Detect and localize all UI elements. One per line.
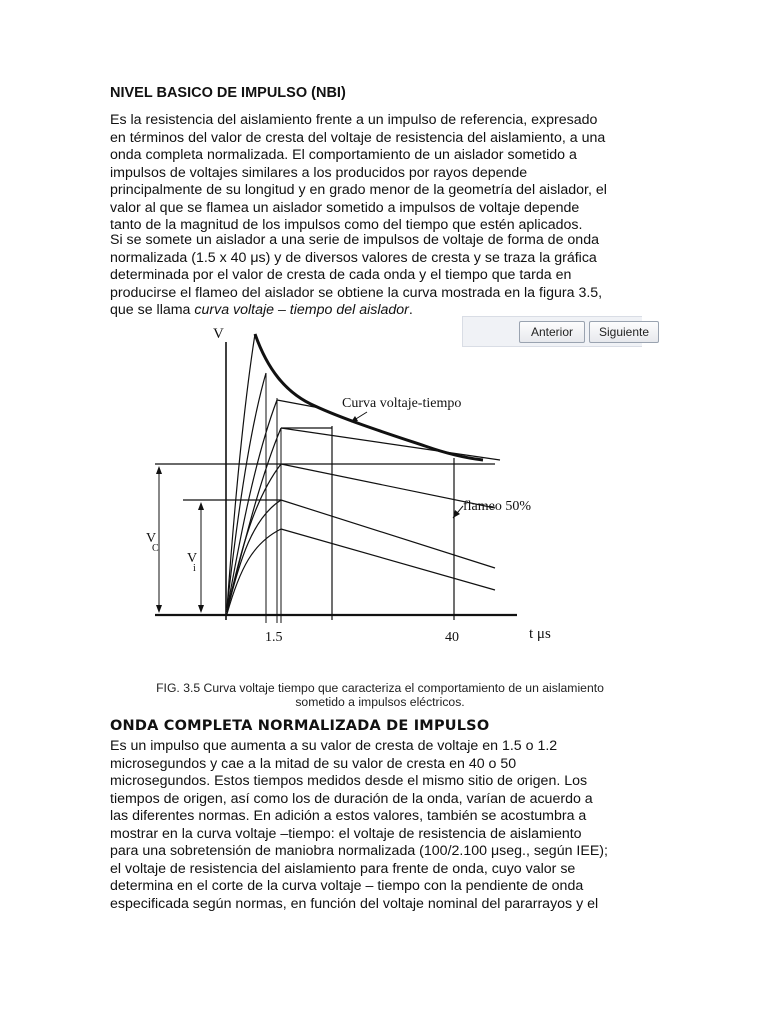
text-line: microsegundos. Estos tiempos medidos desde el mismo sitio de origen. Los xyxy=(110,773,588,789)
next-button[interactable]: Siguiente xyxy=(589,321,659,343)
navigation-bar xyxy=(462,316,650,347)
caption-line: sometido a impulsos eléctricos. xyxy=(295,695,465,709)
vc-label: V xyxy=(146,531,157,546)
text-fragment: . xyxy=(408,302,413,318)
text-line: Si se somete un aislador a una serie de impulsos de voltaje de forma de onda xyxy=(110,232,599,248)
text-line: onda completa normalizada. El comportamiento de un aislador sometido a xyxy=(110,147,577,163)
section-title-impulse-wave: ONDA COMPLETA NORMALIZADA DE IMPULSO xyxy=(110,718,490,734)
text-line: mostrar en la curva voltaje –tiempo: el voltaje de resistencia de aislamiento xyxy=(110,825,582,842)
wavefront-curve xyxy=(227,373,266,608)
tick-label-1-5: 1.5 xyxy=(265,630,283,645)
caption-line: FIG. 3.5 Curva voltaje tiempo que caracteriza el comportamiento de un aislamiento xyxy=(156,681,604,695)
wave-tail xyxy=(281,428,500,460)
wavefront-curve xyxy=(227,500,281,612)
text-line: principalmente de su longitud y en grado menor de la geometría del aislador, el xyxy=(110,182,607,198)
vi-label: V xyxy=(187,551,198,566)
text-fragment: que se llama xyxy=(110,302,195,318)
text-line: las diferentes normas. En adición a estos valores, también se acostumbra a xyxy=(110,808,587,824)
flash-label: flameo 50% xyxy=(463,499,532,514)
paragraph-nbi-definition xyxy=(110,112,655,235)
wave-tail xyxy=(281,529,495,590)
tick-label-40: 40 xyxy=(445,630,459,645)
text-line: tanto de la magnitud de los impulsos como del tiempo que estén aplicados. xyxy=(110,217,583,233)
figure-voltage-time-curve xyxy=(145,318,645,658)
text-line: impulsos de voltajes similares a los producidos por rayos depende xyxy=(110,164,528,181)
text-line: Es la resistencia del aislamiento frente a un impulso de referencia, expresado xyxy=(110,112,598,128)
text-line: producirse el flameo del aislador se obtiene la curva mostrada en la figura 3.5, xyxy=(110,284,603,301)
text-line: para una sobretensión de maniobra normalizada (100/2.100 μseg., según IEE); xyxy=(110,843,608,859)
voltage-time-diagram xyxy=(145,318,645,658)
vi-subscript: i xyxy=(193,563,196,574)
text-line: Es un impulso que aumenta a su valor de cresta de voltaje en 1.5 o 1.2 xyxy=(110,738,558,754)
italic-term: curva voltaje – tiempo del aislador xyxy=(194,302,409,318)
y-axis-label: V xyxy=(213,326,224,342)
text-line: tiempos de origen, así como los de duración de la onda, varían de acuerdo a xyxy=(110,790,593,807)
arrowhead xyxy=(198,605,204,613)
arrowhead xyxy=(198,502,204,510)
arrowhead xyxy=(156,605,162,613)
text-line: microsegundos y cae a la mitad de su valor de cresta en 40 o 50 xyxy=(110,755,517,772)
text-line: normalizada (1.5 x 40 μs) y de diversos valores de cresta y se traza la gráfica xyxy=(110,249,597,266)
text-line: determinada por el valor de cresta de cada onda y el tiempo que tarda en xyxy=(110,267,572,283)
x-axis-label: t μs xyxy=(529,626,551,642)
arrowhead xyxy=(156,466,162,474)
paragraph-impulse-wave xyxy=(110,738,655,913)
paragraph-impulse-series xyxy=(110,232,655,320)
curve-label: Curva voltaje-tiempo xyxy=(342,396,462,411)
vc-subscript: C xyxy=(152,543,159,554)
previous-button[interactable]: Anterior xyxy=(519,321,585,343)
text-line: en términos del valor de cresta del voltaje de resistencia del aislamiento, a una xyxy=(110,129,606,146)
text-line: especificada según normas, en función del voltaje nominal del pararrayos y el xyxy=(110,895,599,912)
text-line: valor al que se flamea un aislador sometido a impulsos de voltaje depende xyxy=(110,199,580,216)
arrowhead xyxy=(351,416,358,422)
text-line: el voltaje de resistencia del aislamiento para frente de onda, cuyo valor se xyxy=(110,860,576,877)
figure-caption xyxy=(125,681,635,709)
section-title-nbi: NIVEL BASICO DE IMPULSO (NBI) xyxy=(110,85,346,101)
text-line: determina en el corte de la curva voltaje – tiempo con la pendiente de onda xyxy=(110,878,584,894)
